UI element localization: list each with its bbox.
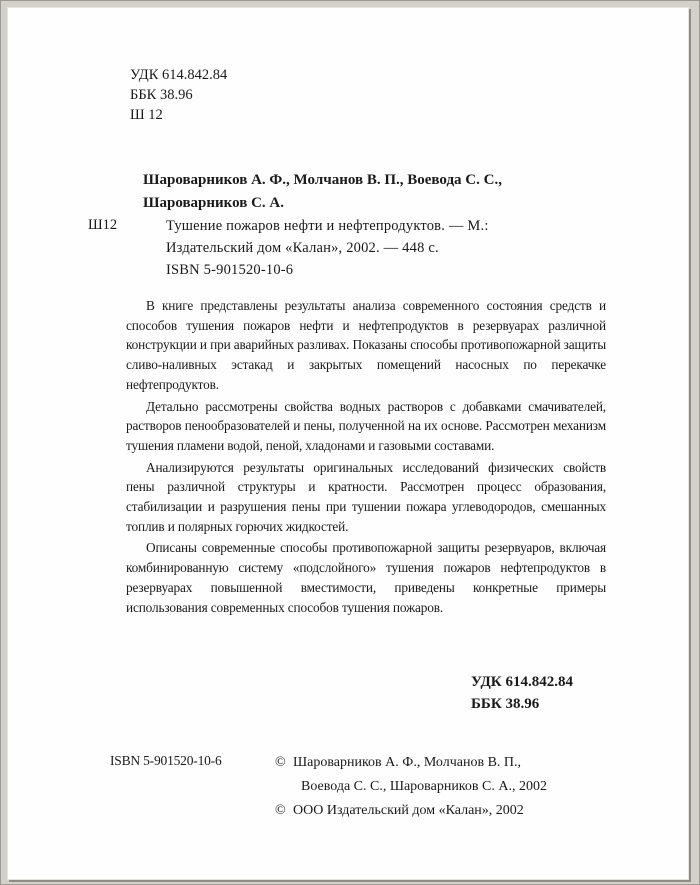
author-mark: Ш 12 [130,107,163,123]
record-author-mark: Ш12 [88,217,118,233]
copyright-publisher-name: ООО Издательский дом «Калан», 2002 [293,803,524,818]
authors-heading [143,169,613,215]
copyright-authors-line-1: Шароварников А. Ф., Молчанов В. П., [293,755,522,770]
udk-code: УДК 614.842.84 [130,67,228,83]
footer-classification [471,671,573,715]
copyright-block [275,751,635,823]
publisher-line: Издательский дом «Калан», 2002. — 448 с. [166,240,439,256]
bbk-code: ББК 38.96 [130,87,193,103]
annotation-text [126,296,606,619]
authors-line-2: Шароварников С. А. [143,195,285,211]
annotation-paragraph-2: Детально рассмотрены свойства водных растворов с добавками смачивателей, растворов пенообразователей и пены, полученной на их основе. Рассмотрен механизм тушения пламени водой, пеной, хладонами и газовыми составами. [126,398,606,453]
annotation-paragraph-3: Анализируются результаты оригинальных исследований физических свойств пены различной структуры и кратности. Рассмотрен процесс образования, стабилизации и разрушения пены при тушении пожара углеводородов, смешанных топлив и полярных горючих жидкостей. [126,459,606,534]
copyright-authors [275,751,635,775]
copyright-symbol: © [275,803,286,818]
classification-block [130,65,227,125]
footer-bbk: ББК 38.96 [471,696,540,712]
bibliographic-record [166,215,626,281]
copyright-authors-line-2: Воевода С. С., Шароварников С. А., 2002 [301,779,547,794]
book-title-line: Тушение пожаров нефти и нефтепродуктов. — М.: [166,218,489,234]
copyright-symbol: © [275,755,286,770]
annotation-paragraph-4: Описаны современные способы противопожарной защиты резервуаров, включая комбинированную систему «подслойного» тушения пожаров нефтепродуктов в резервуарах повышенной вместимости, приведены конкретные примеры использования современных способов тушения пожаров. [126,540,606,615]
book-imprint-page [7,7,689,880]
authors-line-1: Шароварников А. Ф., Молчанов В. П., Воевода С. С., [143,172,502,188]
record-isbn: ISBN 5-901520-10-6 [166,262,294,278]
footer-udk: УДК 614.842.84 [471,674,573,690]
copyright-publisher [275,799,635,823]
annotation-paragraph-1: В книге представлены результаты анализа современного состояния средств и способов тушения пожаров нефти и нефтепродуктов в резервуарах различной конструкции и при аварийных разливах. Показаны способы противопожарной защиты сливо-наливных эстакад и закрытых помещений насосных по перекачке нефтепродуктов. [126,298,606,392]
footer-isbn: ISBN 5-901520-10-6 [110,753,222,768]
